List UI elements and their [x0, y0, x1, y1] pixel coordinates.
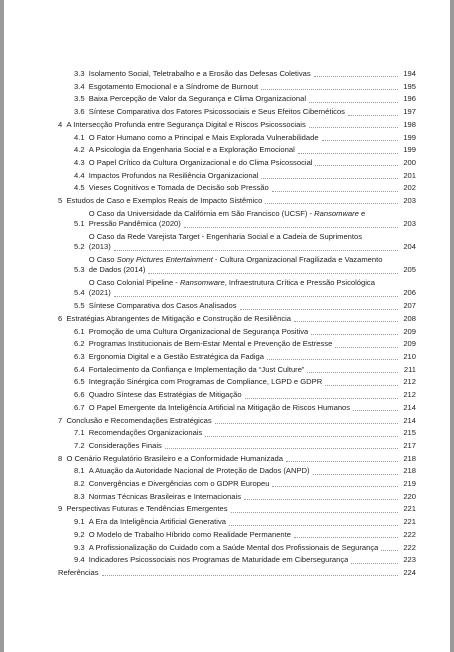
toc-entry-number: 4.1 — [74, 132, 89, 142]
toc-entry[interactable] — [58, 339, 416, 349]
toc-entry-title: Programas Institucionais de Bem-Estar Mental e Prevenção de Estresse — [88, 339, 333, 349]
toc-entry[interactable] — [58, 69, 416, 79]
page-number: 203 — [403, 219, 416, 229]
dot-leader — [313, 473, 398, 475]
dot-leader — [148, 272, 398, 274]
toc-entry-title: Estratégias Abrangentes de Mitigação e Construção de Resiliência — [66, 313, 292, 323]
page-number: 197 — [403, 107, 416, 117]
toc-entry[interactable] — [58, 416, 416, 426]
toc-entry[interactable] — [58, 441, 416, 451]
toc-entry[interactable] — [58, 454, 416, 464]
toc-entry-number: 3.3 — [74, 69, 89, 78]
document-page — [4, 0, 450, 652]
page-number: 195 — [403, 81, 416, 91]
toc-entry[interactable] — [58, 133, 416, 143]
toc-entry[interactable] — [58, 390, 416, 400]
toc-entry-title: Quadro Síntese das Estratégias de Mitigação — [88, 390, 242, 400]
page-number: 196 — [403, 94, 416, 104]
toc-entry-title: Considerações Finais — [88, 440, 162, 450]
toc-entry-title-line — [89, 242, 416, 252]
page-number: 214 — [403, 402, 416, 412]
page-number: 201 — [403, 170, 416, 180]
page-number: 221 — [403, 517, 416, 527]
page-number: 224 — [403, 567, 416, 577]
page-number: 212 — [403, 390, 416, 400]
toc-entry-title: Referências — [58, 567, 99, 577]
toc-entry-title: O Cenário Regulatório Brasileiro e a Conformidade Humanizada — [66, 453, 283, 463]
dot-leader — [184, 226, 398, 228]
dot-leader — [325, 384, 398, 386]
page-number: 203 — [403, 196, 416, 206]
toc-entry[interactable] — [58, 301, 416, 311]
page-number: 208 — [403, 313, 416, 323]
dot-leader — [114, 295, 398, 297]
toc-entry-title: Síntese Comparativa dos Fatores Psicossociais e Seus Efeitos Cibernéticos — [88, 107, 345, 117]
dot-leader — [314, 75, 398, 77]
page-number: 205 — [403, 265, 416, 275]
dot-leader — [231, 511, 398, 513]
toc-entry-number: 6.7 — [74, 402, 89, 412]
page-number: 207 — [403, 301, 416, 311]
toc-entry-title: Integração Sinérgica com Programas de Compliance, LGPD e GDPR — [88, 377, 323, 387]
toc-entry-number: 8 — [58, 453, 67, 463]
page-number: 223 — [403, 555, 416, 565]
toc-entry-title: Isolamento Social, Teletrabalho e a Erosão das Defesas Coletivas — [88, 69, 311, 78]
toc-entry[interactable] — [58, 504, 416, 514]
page-number: 212 — [403, 377, 416, 387]
toc-entry-number: 6.3 — [74, 351, 89, 361]
toc-entry-number: 4.3 — [74, 157, 89, 167]
toc-entry-title-line — [89, 232, 416, 242]
dot-leader — [335, 346, 398, 348]
toc-entry-number: 5.4 — [74, 288, 89, 298]
toc-entry[interactable] — [58, 365, 416, 375]
toc-entry-number: 9.1 — [74, 517, 89, 527]
toc-entry-number: 5.3 — [74, 265, 89, 275]
toc-entry-number: 4.4 — [74, 170, 89, 180]
page-number: 219 — [403, 479, 416, 489]
toc-entry-number: 7.2 — [74, 440, 89, 450]
dot-leader — [267, 358, 398, 360]
title-text: (2021) — [88, 288, 111, 298]
toc-entry-number: 7 — [58, 415, 67, 425]
page-number: 199 — [403, 132, 416, 142]
toc-entry-number: 5 — [58, 196, 67, 206]
page-number: 202 — [403, 183, 416, 193]
toc-entry[interactable] — [58, 568, 416, 578]
toc-entry-number: 9 — [58, 504, 67, 514]
toc-entry-title: Ergonomia Digital e a Gestão Estratégica da Fadiga — [88, 351, 264, 361]
toc-entry[interactable] — [58, 158, 416, 168]
toc-entry[interactable] — [58, 255, 416, 276]
toc-entry[interactable] — [58, 196, 416, 206]
toc-entry-number: 8.2 — [74, 479, 89, 489]
page-number: 215 — [403, 428, 416, 438]
title-text: O Caso Colonial Pipeline - — [88, 278, 180, 288]
page-number: 211 — [403, 364, 416, 374]
toc-entry-title: A Psicologia da Engenharia Social e a Exploração Emocional — [88, 145, 295, 155]
toc-entry[interactable] — [58, 479, 416, 489]
toc-entry-title: O Papel Crítico da Cultura Organizacional e do Clima Psicossocial — [88, 157, 313, 167]
dot-leader — [307, 371, 398, 373]
page-number: 220 — [403, 491, 416, 501]
toc-entry-number: 6.4 — [74, 364, 89, 374]
toc-entry-number: 9.2 — [74, 529, 89, 539]
page-number: 218 — [403, 466, 416, 476]
dot-leader — [286, 460, 398, 462]
dot-leader — [272, 485, 398, 487]
toc-entry-title: Baixa Percepção de Valor da Segurança e Clima Organizacional — [88, 94, 307, 104]
dot-leader — [298, 152, 398, 154]
italic-term: Ransomware — [314, 208, 359, 218]
toc-entry-number: 3.4 — [74, 81, 89, 91]
toc-entry-title: Convergências e Divergências com o GDPR Europeu — [88, 479, 270, 489]
toc-entry[interactable] — [58, 232, 416, 253]
dot-leader — [294, 536, 398, 538]
dot-leader — [294, 320, 398, 322]
toc-entry-title — [89, 232, 416, 253]
toc-entry-title — [89, 278, 416, 299]
toc-entry-title: Fortalecimento da Confiança e Implementação da “Just Culture” — [88, 364, 305, 374]
toc-entry[interactable] — [58, 278, 416, 299]
page-number: 194 — [403, 69, 416, 78]
page-number: 209 — [403, 326, 416, 336]
toc-entry[interactable] — [58, 94, 416, 104]
toc-entry-number: 8.3 — [74, 491, 89, 501]
toc-entry[interactable] — [58, 403, 416, 413]
toc-entry-title: A Profissionalização do Cuidado com a Saúde Mental dos Profissionais de Segurança — [88, 542, 379, 552]
title-text: Pressão Pandêmica (2020) — [88, 219, 181, 229]
dot-leader — [351, 562, 398, 564]
italic-term: Sony Pictures Entertainment — [116, 254, 215, 264]
toc-entry-title: Indicadores Psicossociais nos Programas de Maturidade em Cibersegurança — [88, 555, 349, 565]
toc-entry-title: Impactos Profundos na Resiliência Organizacional — [88, 170, 259, 180]
toc-entry-title — [89, 209, 416, 230]
toc-entry-number: 5.2 — [74, 242, 89, 252]
toc-entry[interactable] — [58, 171, 416, 181]
toc-entry-title: A Era da Inteligência Artificial Generativa — [88, 517, 226, 527]
toc-entry-title: Recomendações Organizacionais — [88, 428, 203, 438]
page-number: 200 — [403, 157, 416, 167]
title-text: O Caso da Rede Varejista Target - Engenharia Social e a Cadeia de Suprimentos — [88, 231, 363, 241]
toc-entry[interactable] — [58, 327, 416, 337]
toc-entry-number: 9.4 — [74, 555, 89, 565]
toc-entry[interactable] — [58, 377, 416, 387]
page-number: 222 — [403, 542, 416, 552]
toc-entry[interactable] — [58, 555, 416, 565]
toc-entry-title-line — [89, 265, 416, 275]
page-number: 214 — [403, 415, 416, 425]
dot-leader — [309, 126, 398, 128]
title-text: , Infraestrutura Crítica e Pressão Psicológica — [224, 278, 375, 288]
title-text: de Dados (2014) — [88, 265, 146, 275]
page-number: 217 — [403, 440, 416, 450]
toc-entry-number: 6.5 — [74, 377, 89, 387]
page-number: 204 — [403, 242, 416, 252]
toc-entry[interactable] — [58, 517, 416, 527]
toc-entry-number: 3.5 — [74, 94, 89, 104]
title-text: O Caso — [88, 254, 117, 264]
toc-entry[interactable] — [58, 543, 416, 553]
toc-entry-title: O Modelo de Trabalho Híbrido como Realidade Permanente — [88, 529, 291, 539]
dot-leader — [315, 164, 398, 166]
toc-entry-title-line — [89, 219, 416, 229]
toc-entry[interactable] — [58, 209, 416, 230]
dot-leader — [165, 447, 398, 449]
dot-leader — [245, 397, 398, 399]
toc-entry-title: A Intersecção Profunda entre Segurança Digital e Riscos Psicossociais — [66, 119, 306, 129]
toc-entry-number: 9.3 — [74, 542, 89, 552]
title-text: - Cultura Organizacional Fragilizada e Vazamento — [215, 254, 383, 264]
dot-leader — [311, 333, 398, 335]
toc-entry[interactable] — [58, 352, 416, 362]
dot-leader — [353, 409, 398, 411]
dot-leader — [102, 574, 398, 576]
title-text: (2013) — [88, 242, 111, 252]
page-number: 222 — [403, 529, 416, 539]
toc-entry-title: Estudos de Caso e Exemplos Reais de Impacto Sistêmico — [66, 196, 263, 206]
toc-entry[interactable] — [58, 466, 416, 476]
toc-entry-title — [89, 255, 416, 276]
dot-leader — [244, 498, 398, 500]
dot-leader — [215, 422, 398, 424]
toc-entry[interactable] — [58, 530, 416, 540]
toc-entry-number: 7.1 — [74, 428, 89, 438]
toc-entry-title: A Atuação da Autoridade Nacional de Proteção de Dados (ANPD) — [88, 466, 310, 476]
title-text: O Caso da Universidade da Califórnia em São Francisco (UCSF) - — [88, 208, 313, 218]
toc-entry-title: Normas Técnicas Brasileiras e Internacionais — [88, 491, 242, 501]
toc-entry-title: Vieses Cognitivos e Tomada de Decisão sob Pressão — [88, 183, 269, 193]
dot-leader — [265, 202, 398, 204]
toc-entry-number: 6.1 — [74, 326, 89, 336]
toc-entry-number: 5.1 — [74, 219, 89, 229]
toc-entry-number: 4.2 — [74, 145, 89, 155]
dot-leader — [261, 177, 398, 179]
page-number: 206 — [403, 288, 416, 298]
toc-entry[interactable] — [58, 145, 416, 155]
dot-leader — [322, 139, 398, 141]
page-number: 198 — [403, 119, 416, 129]
toc-entry[interactable] — [58, 183, 416, 193]
page-number: 199 — [403, 145, 416, 155]
page-number: 209 — [403, 339, 416, 349]
toc-entry-number: 4 — [58, 119, 67, 129]
dot-leader — [309, 101, 398, 103]
page-number: 210 — [403, 351, 416, 361]
dot-leader — [261, 88, 398, 90]
toc-entry-title: O Fator Humano como a Principal e Mais Explorada Vulnerabilidade — [88, 132, 319, 142]
dot-leader — [240, 308, 398, 310]
toc-entry[interactable] — [58, 120, 416, 130]
toc-entry-title: Síntese Comparativa dos Casos Analisados — [88, 301, 237, 311]
toc-entry-title: Promoção de uma Cultura Organizacional de Segurança Positiva — [88, 326, 309, 336]
toc-entry-number: 4.5 — [74, 183, 89, 193]
toc-entry[interactable] — [58, 82, 416, 92]
toc-entry-number: 8.1 — [74, 466, 89, 476]
toc-entry-title: Perspectivas Futuras e Tendências Emergentes — [66, 504, 228, 514]
toc-entry-number: 3.6 — [74, 107, 89, 117]
toc-entry-title-line — [89, 255, 416, 265]
toc-entry-title: O Papel Emergente da Inteligência Artificial na Mitigação de Riscos Humanos — [88, 402, 351, 412]
toc-entry-title: Conclusão e Recomendações Estratégicas — [66, 415, 212, 425]
dot-leader — [381, 549, 398, 551]
toc-entry-title: Esgotamento Emocional e a Síndrome de Burnout — [88, 81, 259, 91]
page-number: 221 — [403, 504, 416, 514]
toc-entry[interactable] — [58, 314, 416, 324]
toc-entry-number: 6.6 — [74, 390, 89, 400]
toc-entry-number: 5.5 — [74, 301, 89, 311]
toc-entry-title-line — [89, 278, 416, 288]
toc-entry-number: 6 — [58, 313, 67, 323]
page-number: 218 — [403, 453, 416, 463]
dot-leader — [114, 249, 398, 251]
toc-entry[interactable] — [58, 492, 416, 502]
toc-entry-title-line: O Caso da Universidade da Califórnia em São Francisco (UCSF) - Ransomware e — [88, 208, 366, 218]
toc-entry[interactable] — [58, 107, 416, 117]
dot-leader — [272, 190, 398, 192]
toc-entry[interactable] — [58, 428, 416, 438]
toc-entry-title-line — [89, 288, 416, 298]
dot-leader — [348, 114, 398, 116]
italic-term: Ransomware — [179, 278, 225, 288]
dot-leader — [205, 435, 398, 437]
table-of-contents — [58, 69, 416, 581]
dot-leader — [229, 524, 398, 526]
toc-entry-number: 6.2 — [74, 339, 89, 349]
